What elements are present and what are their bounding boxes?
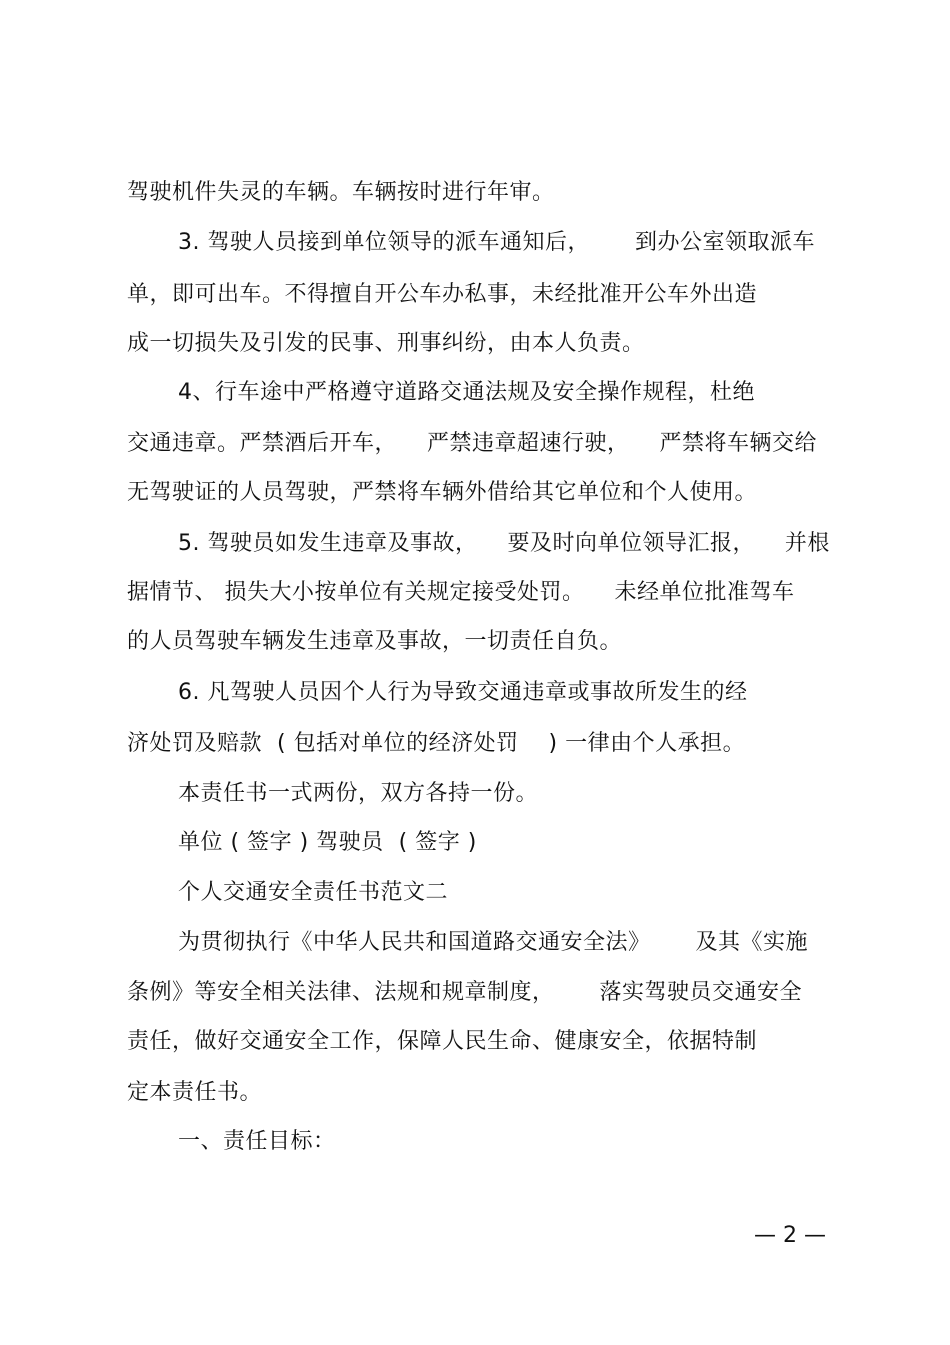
body-line-12: 济处罚及赔款 ( 包括对单位的经济处罚 ) 一律由个人承担。 xyxy=(127,731,746,756)
signature-line: 单位 ( 签字 ) 驾驶员 ( 签字 ) xyxy=(178,830,477,855)
body-line-2: 3. 驾驶人员接到单位领导的派车通知后， 到办公室领取派车 xyxy=(178,230,815,255)
body-line-6: 交通违章。严禁酒后开车， 严禁违章超速行驶， 严禁将车辆交给 xyxy=(127,431,817,456)
body-line-10: 的人员驾驶车辆发生违章及事故，一切责任自负。 xyxy=(127,629,623,654)
body-line-11: 6. 凡驾驶人员因个人行为导致交通违章或事故所发生的经 xyxy=(178,680,748,705)
body-line-19: 定本责任书。 xyxy=(127,1080,263,1105)
body-line-4: 成一切损失及引发的民事、刑事纠纷，由本人负责。 xyxy=(127,331,645,356)
page-number: — 2 — xyxy=(754,1223,826,1248)
body-line-13: 本责任书一式两份，双方各持一份。 xyxy=(178,781,539,806)
body-line-7: 无驾驶证的人员驾驶，严禁将车辆外借给其它单位和个人使用。 xyxy=(127,480,758,505)
body-line-16: 为贯彻执行《中华人民共和国道路交通安全法》 及其《实施 xyxy=(178,930,808,955)
body-line-3: 单，即可出车。不得擅自开公车办私事，未经批准开公车外出造 xyxy=(127,282,758,307)
body-line-1: 驾驶机件失灵的车辆。车辆按时进行年审。 xyxy=(127,180,555,205)
body-line-5: 4、行车途中严格遵守道路交通法规及安全操作规程，杜绝 xyxy=(178,380,755,405)
section-title: 个人交通安全责任书范文二 xyxy=(178,880,449,905)
heading-responsibility-goal: 一、责任目标： xyxy=(178,1129,336,1154)
body-line-18: 责任，做好交通安全工作，保障人民生命、健康安全，依据特制 xyxy=(127,1029,758,1054)
body-line-9: 据情节、 损失大小按单位有关规定接受处罚。 未经单位批准驾车 xyxy=(127,580,795,605)
body-line-8: 5. 驾驶员如发生违章及事故， 要及时向单位领导汇报， 并根 xyxy=(178,531,830,556)
body-line-17: 条例》等安全相关法律、法规和规章制度， 落实驾驶员交通安全 xyxy=(127,980,802,1005)
